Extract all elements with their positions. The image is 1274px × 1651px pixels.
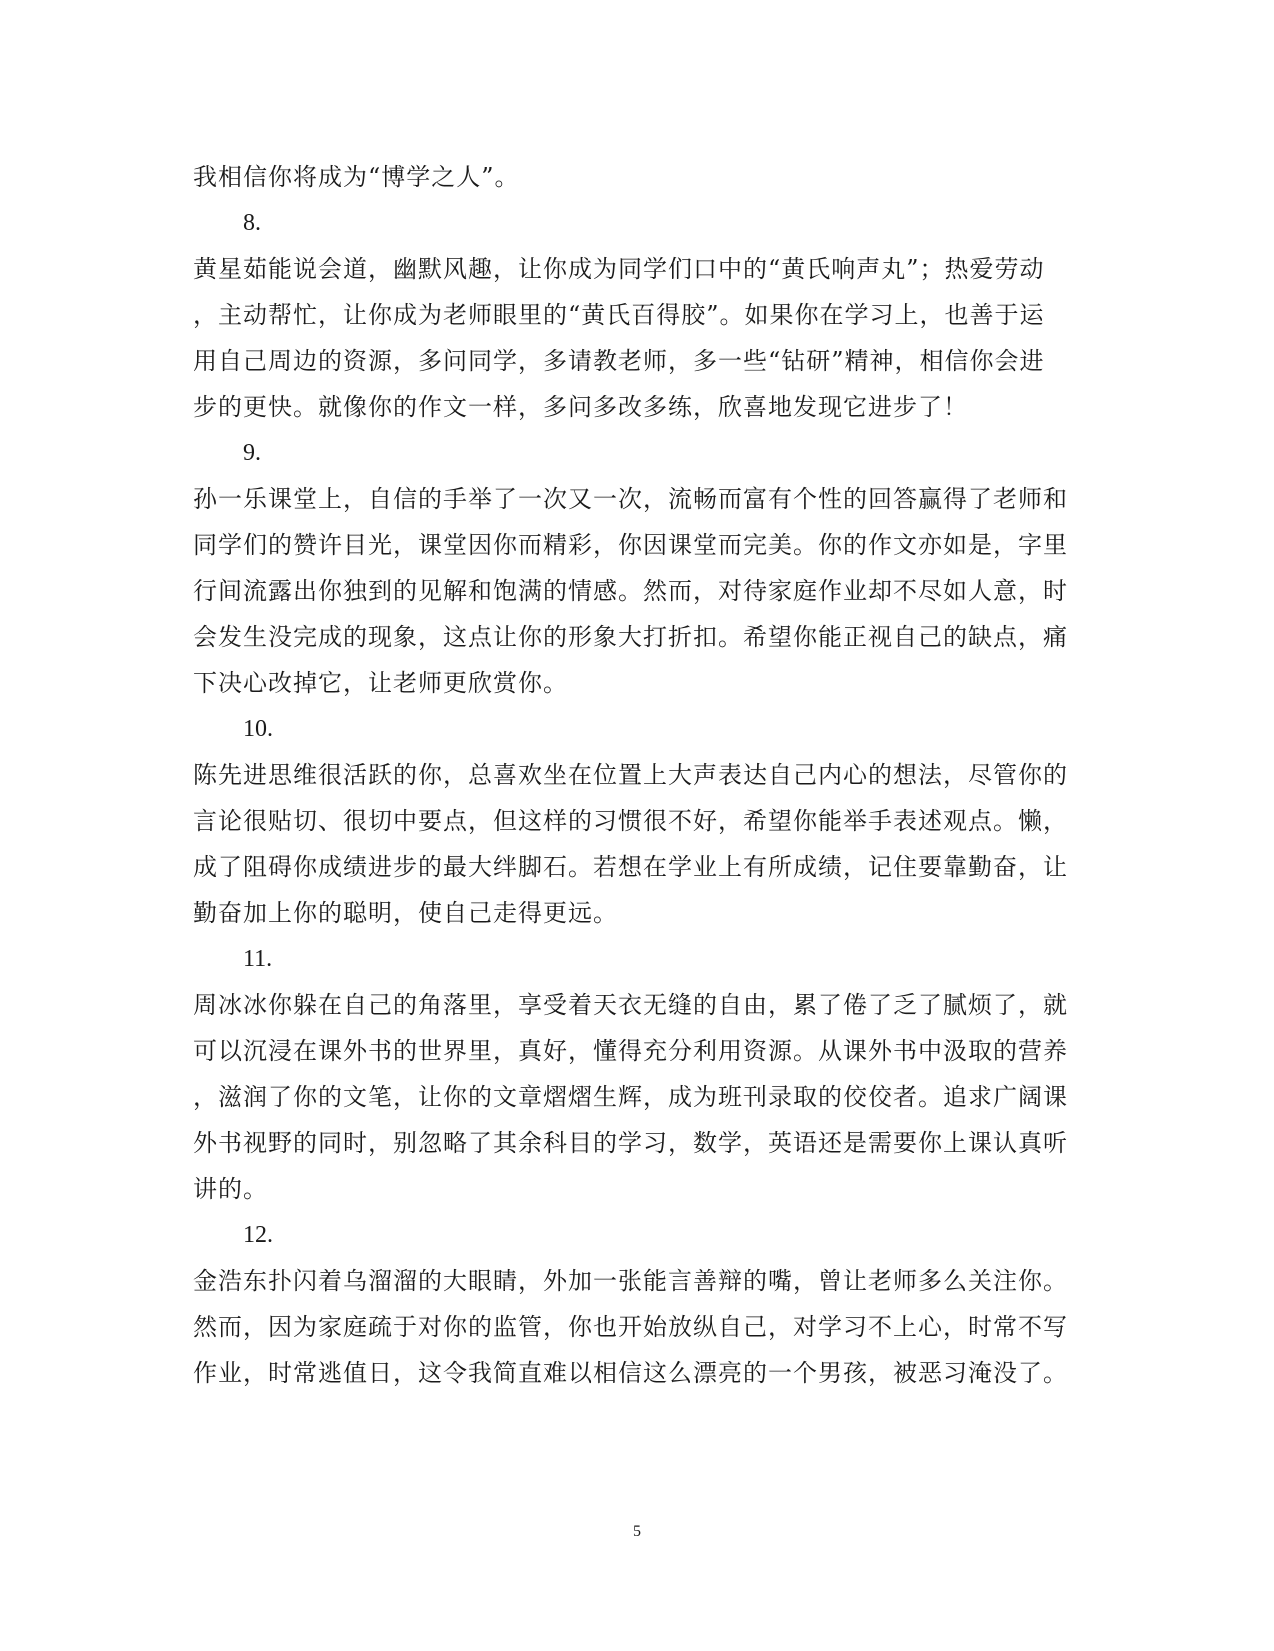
text-line: 然而，因为家庭疏于对你的监管，你也开始放纵自己，对学习不上心，时常不写	[193, 1313, 1068, 1341]
item-number: 8.	[243, 210, 261, 236]
text-line: 行间流露出你独到的见解和饱满的情感。然而，对待家庭作业却不尽如人意，时	[193, 577, 1068, 605]
item-number: 9.	[243, 440, 261, 466]
text-line: 我相信你将成为“博学之人”。	[193, 163, 520, 191]
text-line: 可以沉浸在课外书的世界里，真好，懂得充分利用资源。从课外书中汲取的营养	[193, 1037, 1068, 1065]
text-line: 孙一乐课堂上，自信的手举了一次又一次，流畅而富有个性的回答赢得了老师和	[193, 485, 1068, 513]
text-line: 成了阻碍你成绩进步的最大绊脚石。若想在学业上有所成绩，记住要靠勤奋，让	[193, 853, 1068, 881]
text-line: ，主动帮忙，让你成为老师眼里的“黄氏百得胶”。如果你在学习上，也善于运	[193, 301, 1045, 329]
text-line: ，滋润了你的文笔，让你的文章熠熠生辉，成为班刊录取的佼佼者。追求广阔课	[193, 1083, 1068, 1111]
text-line: 同学们的赞许目光，课堂因你而精彩，你因课堂而完美。你的作文亦如是，字里	[193, 531, 1068, 559]
page-number: 5	[633, 1523, 641, 1540]
text-line: 陈先进思维很活跃的你，总喜欢坐在位置上大声表达自己内心的想法，尽管你的	[193, 761, 1068, 789]
text-line: 会发生没完成的现象，这点让你的形象大打折扣。希望你能正视自己的缺点，痛	[193, 623, 1068, 651]
text-line: 勤奋加上你的聪明，使自己走得更远。	[193, 899, 618, 927]
text-line: 用自己周边的资源，多问同学，多请教老师，多一些“钻研”精神，相信你会进	[193, 347, 1045, 375]
text-line: 外书视野的同时，别忽略了其余科目的学习，数学，英语还是需要你上课认真听	[193, 1129, 1068, 1157]
item-number: 10.	[243, 716, 273, 742]
text-line: 黄星茹能说会道，幽默风趣，让你成为同学们口中的“黄氏响声丸”；热爱劳动	[193, 255, 1045, 283]
text-line: 金浩东扑闪着乌溜溜的大眼睛，外加一张能言善辩的嘴，曾让老师多么关注你。	[193, 1267, 1068, 1295]
text-line: 步的更快。就像你的作文一样，多问多改多练，欣喜地发现它进步了！	[193, 393, 968, 421]
text-line: 下决心改掉它，让老师更欣赏你。	[193, 669, 568, 697]
item-number: 11.	[243, 946, 273, 972]
text-line: 讲的。	[193, 1175, 268, 1203]
text-line: 言论很贴切、很切中要点，但这样的习惯很不好，希望你能举手表述观点。懒，	[193, 807, 1068, 835]
text-line: 作业，时常逃值日，这令我简直难以相信这么漂亮的一个男孩，被恶习淹没了。	[193, 1359, 1068, 1387]
item-number: 12.	[243, 1222, 273, 1248]
text-line: 周冰冰你躲在自己的角落里，享受着天衣无缝的自由，累了倦了乏了腻烦了，就	[193, 991, 1068, 1019]
